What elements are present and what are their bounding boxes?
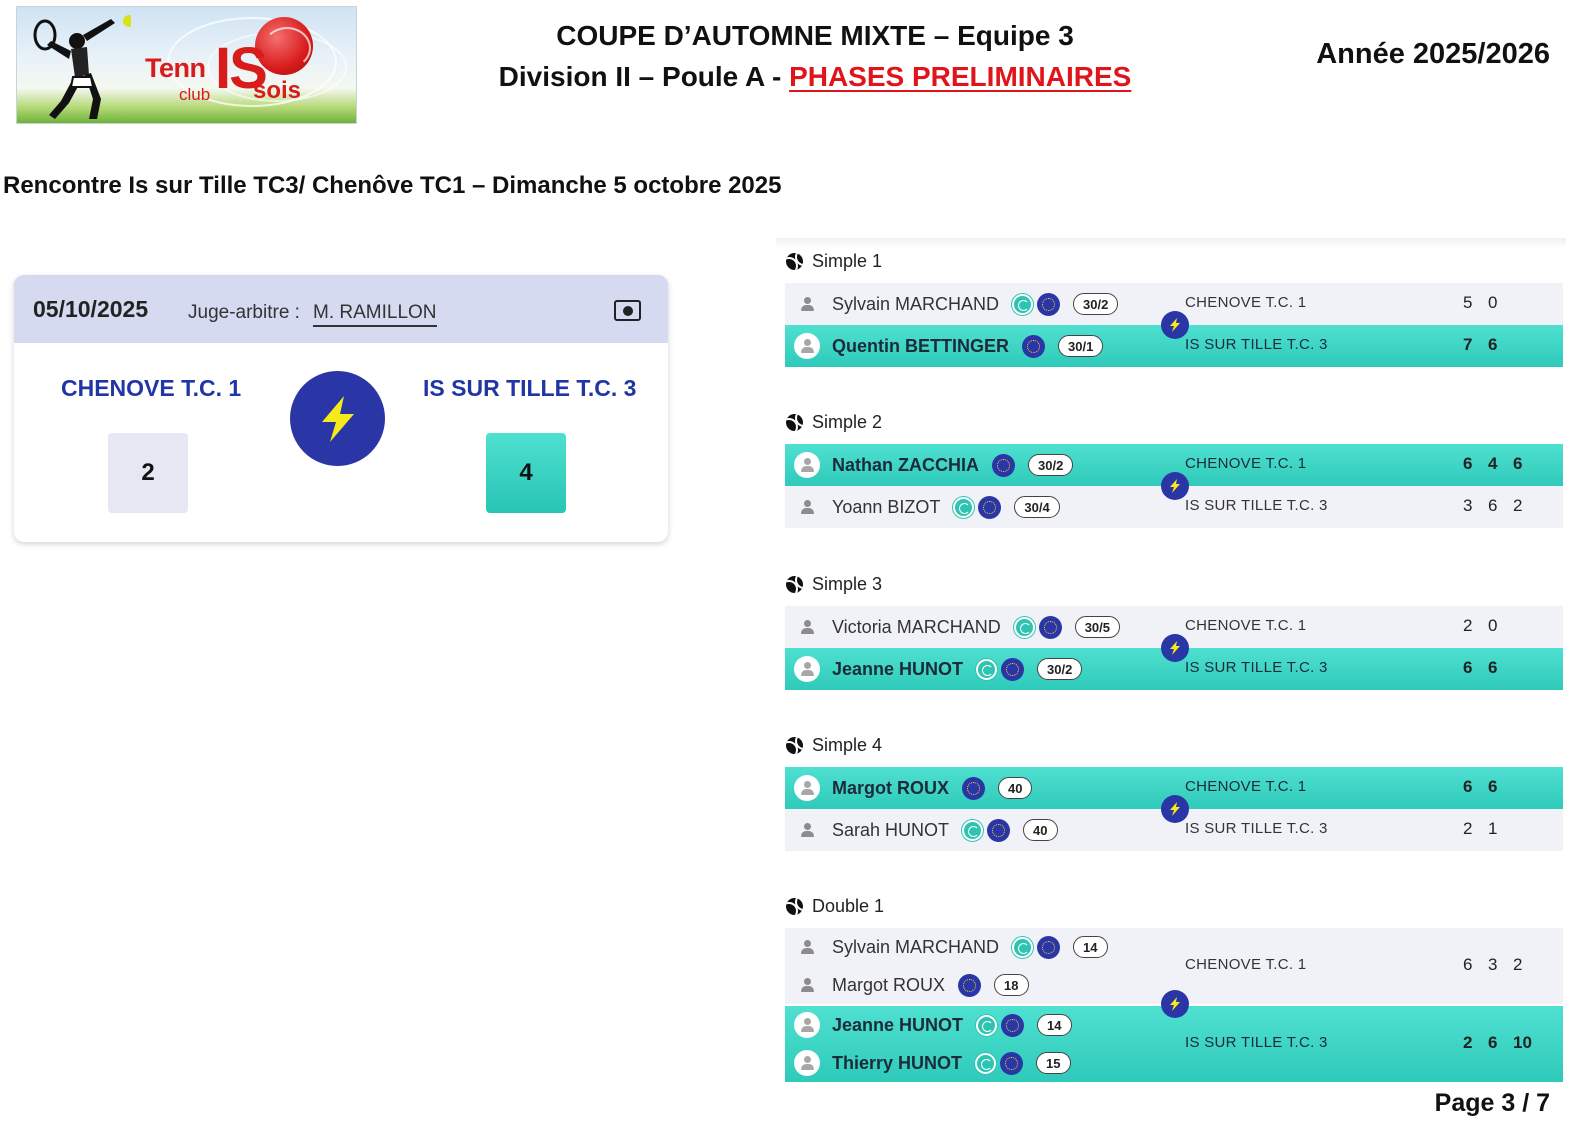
user-icon bbox=[794, 291, 820, 317]
away-team-name: IS SUR TILLE T.C. 3 bbox=[423, 375, 637, 401]
team-name-label: CHENOVE T.C. 1 bbox=[1185, 617, 1307, 634]
set-score: 6 bbox=[1488, 496, 1498, 515]
user-icon-head bbox=[804, 339, 811, 346]
player-name-link[interactable]: Nathan ZACCHIA bbox=[832, 454, 979, 475]
player-name-link[interactable]: Thierry HUNOT bbox=[832, 1052, 963, 1073]
player-entry bbox=[785, 1042, 1071, 1084]
lightning-icon bbox=[1161, 634, 1189, 662]
team-name-label: IS SUR TILLE T.C. 3 bbox=[1185, 820, 1328, 837]
set-score: 6 bbox=[1463, 454, 1473, 473]
fft-badge-icon bbox=[987, 819, 1010, 842]
referee-label: Juge-arbitre : bbox=[188, 302, 300, 323]
match-section-title bbox=[786, 251, 882, 272]
tennis-ball-icon bbox=[786, 414, 803, 431]
set-score: 6 bbox=[1463, 658, 1473, 677]
set-score: 5 bbox=[1463, 293, 1473, 312]
user-icon bbox=[794, 972, 820, 998]
set-score: 3 bbox=[1463, 496, 1473, 515]
user-icon-body bbox=[801, 1026, 814, 1032]
set-score: 6 bbox=[1513, 454, 1523, 473]
user-icon bbox=[794, 494, 820, 520]
user-icon-head bbox=[804, 940, 811, 947]
set-scores bbox=[1463, 819, 1513, 839]
user-icon bbox=[794, 775, 820, 801]
set-score: 6 bbox=[1463, 955, 1473, 974]
player-entry bbox=[785, 1004, 1072, 1046]
player-ranking-badge: 30/2 bbox=[1028, 454, 1073, 476]
referee-name-link[interactable]: M. RAMILLON bbox=[313, 302, 437, 327]
player-name-link[interactable]: Sylvain MARCHAND bbox=[832, 293, 1000, 314]
set-score: 6 bbox=[1488, 658, 1498, 677]
user-icon-body bbox=[801, 948, 814, 954]
tennis-license-icon bbox=[1014, 617, 1035, 638]
tennis-license-icon bbox=[975, 1053, 996, 1074]
user-icon bbox=[794, 452, 820, 478]
team-name-label: IS SUR TILLE T.C. 3 bbox=[1185, 659, 1328, 676]
player-name-link[interactable]: Sarah HUNOT bbox=[832, 819, 950, 840]
fft-badge-icon bbox=[1039, 616, 1062, 639]
team-name-label: IS SUR TILLE T.C. 3 bbox=[1185, 497, 1328, 514]
tennis-ball-icon bbox=[786, 737, 803, 754]
user-icon bbox=[794, 1050, 820, 1076]
encounter-title: Rencontre Is sur Tille TC3/ Chenôve TC1 – Dimanche 5 octobre 2025 bbox=[3, 172, 782, 199]
user-icon-body bbox=[801, 508, 814, 514]
user-icon-body bbox=[801, 831, 814, 837]
player-entry bbox=[785, 486, 1060, 528]
user-icon bbox=[794, 934, 820, 960]
player-name-link[interactable]: Quentin BETTINGER bbox=[832, 335, 1009, 356]
team-name-label: CHENOVE T.C. 1 bbox=[1185, 778, 1307, 795]
set-score: 2 bbox=[1513, 496, 1523, 515]
user-icon bbox=[794, 817, 820, 843]
set-score: 3 bbox=[1488, 955, 1498, 974]
fft-badge-icon bbox=[962, 777, 985, 800]
fft-badge-icon bbox=[1037, 936, 1060, 959]
fft-badge-icon bbox=[1022, 335, 1045, 358]
set-score: 7 bbox=[1463, 335, 1473, 354]
player-entry bbox=[785, 606, 1120, 648]
set-scores bbox=[1463, 454, 1538, 474]
set-score: 6 bbox=[1463, 777, 1473, 796]
user-icon-head bbox=[804, 458, 811, 465]
team-name-label: CHENOVE T.C. 1 bbox=[1185, 956, 1307, 973]
player-ranking-badge: 30/4 bbox=[1014, 496, 1059, 518]
match-section-title bbox=[786, 735, 882, 756]
player-entry bbox=[785, 283, 1118, 325]
set-scores bbox=[1463, 335, 1513, 355]
user-icon bbox=[794, 614, 820, 640]
user-icon-head bbox=[804, 823, 811, 830]
set-score: 10 bbox=[1513, 1033, 1532, 1052]
set-score: 6 bbox=[1488, 1033, 1498, 1052]
set-score: 2 bbox=[1463, 616, 1473, 635]
tennis-license-icon bbox=[1012, 937, 1033, 958]
player-entry bbox=[785, 964, 1029, 1006]
set-score: 4 bbox=[1488, 454, 1498, 473]
set-score: 6 bbox=[1488, 777, 1498, 796]
player-entry bbox=[785, 325, 1103, 367]
list-top-shade bbox=[776, 238, 1566, 248]
away-team-score: 4 bbox=[486, 433, 566, 513]
match-title-label: Simple 4 bbox=[812, 735, 883, 755]
set-score: 2 bbox=[1463, 1033, 1473, 1052]
user-icon-body bbox=[801, 1064, 814, 1070]
lightning-icon bbox=[290, 371, 385, 466]
user-icon bbox=[794, 1012, 820, 1038]
player-name-link[interactable]: Sylvain MARCHAND bbox=[832, 936, 1000, 957]
match-title-label: Simple 2 bbox=[812, 412, 883, 432]
fft-badge-icon bbox=[978, 496, 1001, 519]
match-title-label: Double 1 bbox=[812, 896, 885, 916]
set-score: 2 bbox=[1513, 955, 1523, 974]
fft-badge-icon bbox=[958, 974, 981, 997]
set-scores bbox=[1463, 293, 1513, 313]
user-icon-head bbox=[804, 978, 811, 985]
set-score: 2 bbox=[1463, 819, 1473, 838]
player-ranking-badge: 30/1 bbox=[1058, 335, 1103, 357]
phase-label: PHASES PRELIMINAIRES bbox=[789, 61, 1132, 92]
match-title-label: Simple 1 bbox=[812, 251, 883, 271]
set-scores bbox=[1463, 777, 1513, 797]
match-summary-card bbox=[14, 275, 668, 542]
home-team-score: 2 bbox=[108, 433, 188, 513]
team-name-label: IS SUR TILLE T.C. 3 bbox=[1185, 1034, 1328, 1051]
player-entry bbox=[785, 926, 1108, 968]
match-date: 05/10/2025 bbox=[33, 296, 149, 322]
match-section-title bbox=[786, 412, 882, 433]
player-ranking-badge: 14 bbox=[1073, 936, 1107, 958]
player-entry bbox=[785, 767, 1032, 809]
page-number: Page 3 / 7 bbox=[1434, 1089, 1550, 1117]
home-team-name: CHENOVE T.C. 1 bbox=[61, 375, 242, 401]
match-results-list bbox=[776, 238, 1566, 1088]
set-scores bbox=[1463, 1033, 1538, 1053]
user-icon-head bbox=[804, 781, 811, 788]
tennis-license-icon bbox=[953, 497, 974, 518]
match-title-label: Simple 3 bbox=[812, 574, 883, 594]
tennis-ball-icon bbox=[786, 253, 803, 270]
tennis-license-icon bbox=[976, 659, 997, 680]
player-ranking-badge: 30/2 bbox=[1073, 293, 1118, 315]
summary-header bbox=[14, 275, 668, 343]
season-year: Année 2025/2026 bbox=[1316, 38, 1550, 70]
player-name-link[interactable]: Yoann BIZOT bbox=[832, 496, 941, 517]
tennis-license-icon bbox=[1012, 294, 1033, 315]
player-entry bbox=[785, 444, 1073, 486]
user-icon-body bbox=[801, 986, 814, 992]
team-name-label: CHENOVE T.C. 1 bbox=[1185, 455, 1307, 472]
user-icon-body bbox=[801, 789, 814, 795]
user-icon-head bbox=[804, 1018, 811, 1025]
tennis-license-icon bbox=[976, 1015, 997, 1036]
set-score: 0 bbox=[1488, 616, 1498, 635]
player-ranking-badge: 15 bbox=[1036, 1052, 1070, 1074]
player-name-link[interactable]: Jeanne HUNOT bbox=[832, 1014, 964, 1035]
set-score: 6 bbox=[1488, 335, 1498, 354]
player-name-link[interactable]: Margot ROUX bbox=[832, 974, 946, 995]
match-section-title bbox=[786, 896, 884, 917]
user-icon-body bbox=[801, 305, 814, 311]
set-score: 1 bbox=[1488, 819, 1498, 838]
logo-text-club: club bbox=[179, 85, 211, 104]
player-ranking-badge: 40 bbox=[1023, 819, 1057, 841]
user-icon bbox=[794, 333, 820, 359]
competition-title: COUPE D’AUTOMNE MIXTE – Equipe 3 bbox=[556, 20, 1074, 51]
user-icon-body bbox=[801, 347, 814, 353]
player-name-link[interactable]: Margot ROUX bbox=[832, 777, 949, 798]
lightning-icon bbox=[1161, 795, 1189, 823]
user-icon-body bbox=[801, 628, 814, 634]
fft-badge-icon bbox=[1037, 293, 1060, 316]
match-section-title bbox=[786, 574, 882, 595]
user-icon-head bbox=[804, 620, 811, 627]
player-name-link[interactable]: Victoria MARCHAND bbox=[832, 616, 1001, 637]
logo-text-sois: sois bbox=[253, 77, 302, 104]
player-ranking-badge: 40 bbox=[998, 777, 1032, 799]
player-entry bbox=[785, 809, 1058, 851]
lightning-icon bbox=[1161, 311, 1189, 339]
scoresheet-icon[interactable] bbox=[614, 300, 641, 321]
logo-text-tenn: Tenn bbox=[145, 53, 206, 83]
set-score: 0 bbox=[1488, 293, 1498, 312]
fft-badge-icon bbox=[1001, 658, 1024, 681]
team-name-label: IS SUR TILLE T.C. 3 bbox=[1185, 336, 1328, 353]
division-label: Division II – Poule A - bbox=[498, 61, 790, 92]
player-ranking-badge: 14 bbox=[1037, 1014, 1071, 1036]
player-name-link[interactable]: Jeanne HUNOT bbox=[832, 658, 964, 679]
player-ranking-badge: 18 bbox=[994, 974, 1028, 996]
fft-badge-icon bbox=[992, 454, 1015, 477]
player-ranking-badge: 30/5 bbox=[1075, 616, 1120, 638]
user-icon-head bbox=[804, 500, 811, 507]
set-scores bbox=[1463, 616, 1513, 636]
tennis-ball-icon bbox=[786, 576, 803, 593]
user-icon-body bbox=[801, 466, 814, 472]
fft-badge-icon bbox=[1001, 1014, 1024, 1037]
user-icon-head bbox=[804, 297, 811, 304]
user-icon bbox=[794, 656, 820, 682]
user-icon-head bbox=[804, 1056, 811, 1063]
tennis-license-icon bbox=[962, 820, 983, 841]
team-name-label: CHENOVE T.C. 1 bbox=[1185, 294, 1307, 311]
lightning-icon bbox=[1161, 472, 1189, 500]
set-scores bbox=[1463, 658, 1513, 678]
user-icon-body bbox=[801, 670, 814, 676]
tennis-ball-icon bbox=[786, 898, 803, 915]
user-icon-head bbox=[804, 662, 811, 669]
player-entry bbox=[785, 648, 1082, 690]
set-scores bbox=[1463, 955, 1538, 975]
fft-badge-icon bbox=[1000, 1052, 1023, 1075]
set-scores bbox=[1463, 496, 1538, 516]
lightning-icon bbox=[1161, 990, 1189, 1018]
logo-text-is: IS bbox=[215, 36, 266, 101]
player-ranking-badge: 30/2 bbox=[1037, 658, 1082, 680]
